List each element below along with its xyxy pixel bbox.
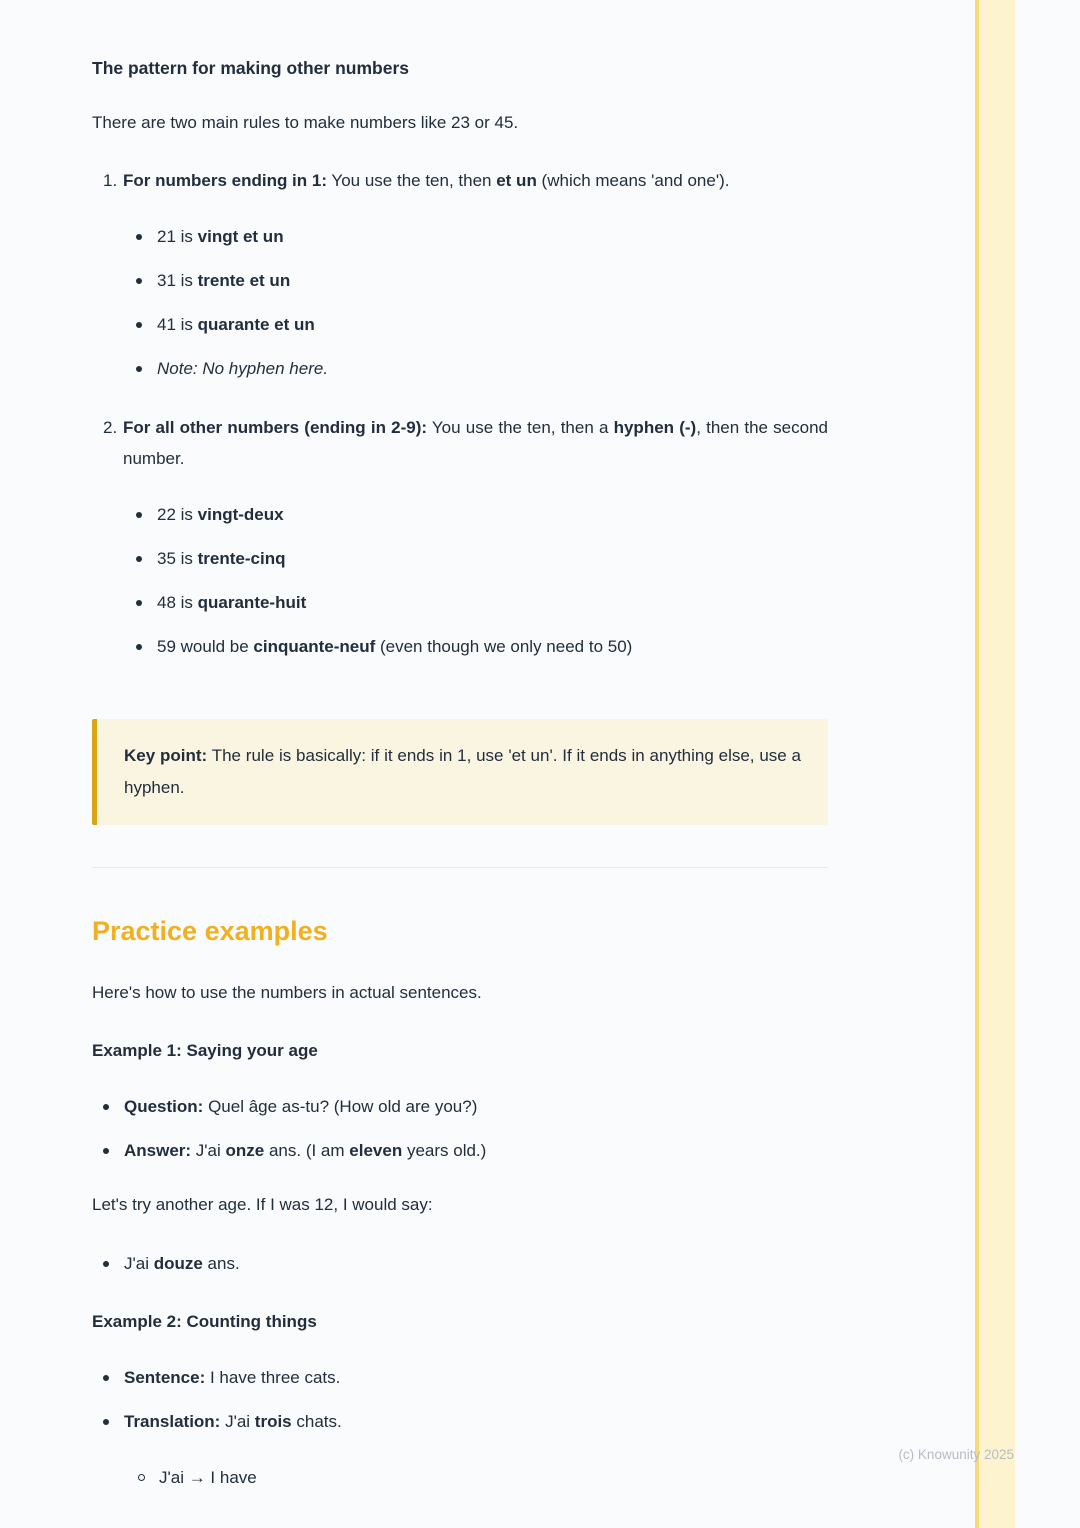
example-number-line [157, 310, 315, 340]
example-2-list [92, 1363, 828, 1492]
translation-text: chats. [291, 1412, 342, 1432]
bullet-icon [136, 322, 142, 328]
list-item [136, 500, 828, 530]
list-item [103, 1136, 828, 1166]
rule-2-bold-term: hyphen (-) [613, 418, 697, 438]
rule-1-lead: For numbers ending in 1: [123, 170, 328, 190]
page-edge-stripe [975, 0, 1015, 1528]
example-number-line [157, 632, 632, 662]
document-content [92, 0, 828, 1493]
rule-2-body [123, 413, 828, 689]
example-text: 35 is [157, 549, 198, 569]
example-text: 22 is [157, 505, 198, 525]
key-point-callout [92, 719, 828, 825]
another-age-text: Let's try another age. If I was 12, I would say: [92, 1195, 433, 1215]
pattern-intro: There are two main rules to make numbers like 23 or 45. [92, 112, 519, 132]
example-french-term: trente et un [197, 271, 291, 291]
bullet-icon [136, 556, 142, 562]
translation-content [124, 1407, 828, 1493]
example-number-line [157, 500, 284, 530]
example-french-term: quarante-huit [197, 592, 307, 612]
answer-english-term: eleven [349, 1140, 403, 1160]
list-item [136, 354, 828, 384]
answer-lead: Answer: [124, 1140, 192, 1160]
translation-breakdown-list [138, 1463, 828, 1493]
list-item [136, 588, 828, 618]
example-text: (even though we only need to 50) [375, 636, 633, 656]
list-item [103, 1249, 828, 1279]
example-text: 31 is [157, 271, 198, 291]
rule-2-segment: You use the ten, then a [427, 418, 614, 438]
practice-intro: Here's how to use the numbers in actual sentences. [92, 983, 482, 1003]
copyright-footer: (c) Knowunity 2025 [898, 1447, 1014, 1463]
example-1-list [92, 1092, 828, 1166]
key-point-body: The rule is basically: if it ends in 1, use 'et un'. If it ends in anything else, use a hyphen. [124, 746, 802, 797]
bullet-icon [136, 644, 142, 650]
example-french-term: trente-cinq [197, 549, 286, 569]
practice-section-heading: Practice examples [92, 916, 328, 947]
translation-french-term: trois [254, 1412, 292, 1432]
example-text: 59 would be [157, 636, 254, 656]
example-number-line [157, 588, 306, 618]
rule-1-segment: You use the ten, then [327, 170, 497, 190]
rule-1-bold-term: et un [496, 170, 537, 190]
rule-2-text [123, 413, 828, 474]
sentence-text: I have three cats. [205, 1368, 341, 1388]
example-text: 41 is [157, 314, 198, 334]
rules-list [92, 166, 828, 690]
key-point-text [124, 740, 801, 803]
rule-2-number: 2. [103, 418, 118, 438]
translation-line [124, 1407, 828, 1437]
example-number-line [157, 222, 284, 252]
bullet-icon [136, 234, 142, 240]
douze-list [92, 1249, 828, 1279]
example-1-heading: Example 1: Saying your age [92, 1040, 318, 1060]
list-item [103, 1407, 828, 1493]
douze-text: ans. [202, 1253, 240, 1273]
question-text: Quel âge as-tu? (How old are you?) [203, 1096, 478, 1116]
section-divider [92, 867, 828, 868]
list-item [103, 1092, 828, 1122]
answer-text: J'ai [191, 1140, 226, 1160]
rule-2-examples-list [123, 500, 828, 661]
answer-text: years old.) [402, 1140, 487, 1160]
douze-line [124, 1249, 240, 1279]
bullet-icon [136, 600, 142, 606]
douze-text: J'ai [124, 1253, 154, 1273]
translation-text: J'ai [220, 1412, 255, 1432]
bullet-icon [103, 1148, 109, 1154]
answer-text: ans. (I am [264, 1140, 350, 1160]
list-item [136, 632, 828, 662]
note-line [157, 354, 328, 384]
rule-item-2 [103, 413, 828, 689]
breakdown-line: J'ai → I have [159, 1467, 257, 1487]
rule-1-segment: (which means 'and one'). [536, 170, 730, 190]
bullet-icon [136, 512, 142, 518]
translation-lead: Translation: [124, 1412, 221, 1432]
example-number-line [157, 544, 285, 574]
list-item [136, 544, 828, 574]
bullet-icon [103, 1419, 109, 1425]
rule-1-body [123, 166, 828, 412]
example-french-term: quarante et un [197, 314, 315, 334]
example-french-term: cinquante-neuf [253, 636, 376, 656]
sentence-line [124, 1363, 340, 1393]
list-item [103, 1363, 828, 1393]
key-point-lead: Key point: [124, 746, 208, 766]
bullet-icon [136, 278, 142, 284]
rule-1-examples-list [123, 222, 828, 383]
pattern-section-heading: The pattern for making other numbers [92, 58, 409, 78]
bullet-icon [103, 1375, 109, 1381]
example-french-term: vingt et un [197, 227, 284, 247]
answer-line [124, 1136, 486, 1166]
example-number-line [157, 266, 290, 296]
bullet-icon [103, 1104, 109, 1110]
question-line [124, 1092, 477, 1122]
bullet-icon [136, 366, 142, 372]
answer-french-term: onze [225, 1140, 265, 1160]
rule-1-number: 1. [103, 170, 118, 190]
list-item [136, 266, 828, 296]
douze-french-term: douze [153, 1253, 203, 1273]
bullet-icon [103, 1261, 109, 1267]
example-text: 48 is [157, 592, 198, 612]
rule-2-segment: , then the second number. [123, 418, 828, 468]
list-item [138, 1463, 828, 1493]
list-item [136, 310, 828, 340]
rule-1-text [123, 166, 828, 197]
list-item [136, 222, 828, 252]
rule-2-lead: For all other numbers (ending in 2-9): [123, 418, 428, 438]
sentence-lead: Sentence: [124, 1368, 206, 1388]
hollow-bullet-icon [138, 1474, 145, 1481]
example-2-heading: Example 2: Counting things [92, 1312, 317, 1332]
example-french-term: vingt-deux [197, 505, 284, 525]
note-text: Note: No hyphen here. [157, 358, 329, 378]
example-text: 21 is [157, 227, 198, 247]
question-lead: Question: [124, 1096, 204, 1116]
rule-item-1 [103, 166, 828, 412]
